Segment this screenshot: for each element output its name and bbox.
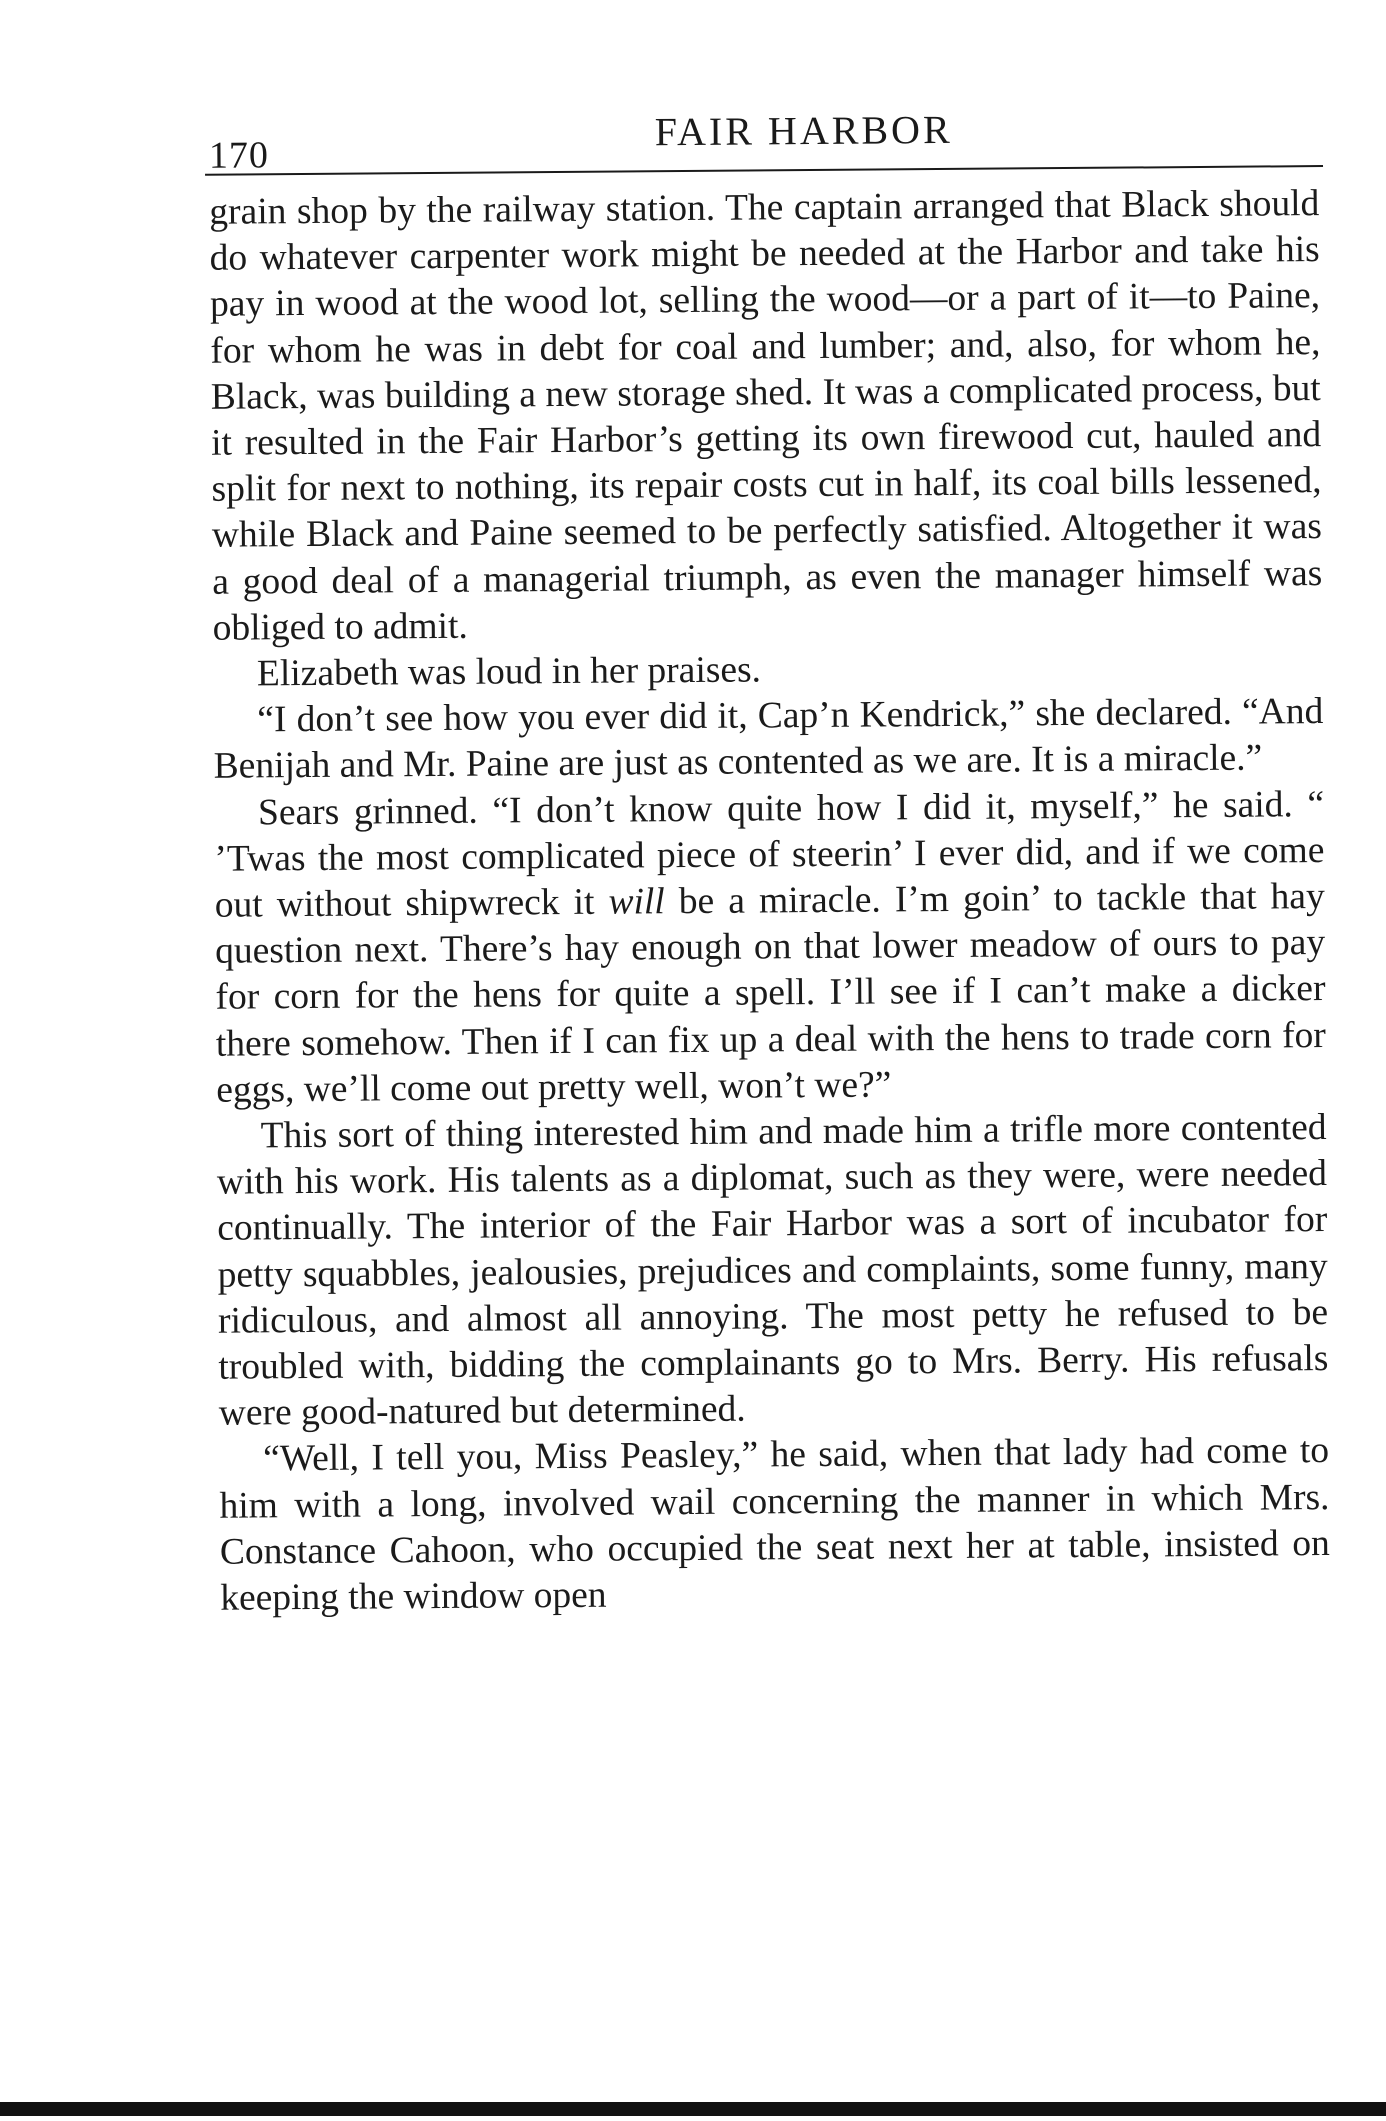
italic-text: will [608, 881, 665, 923]
text-segment: This sort of thing interested him and made him a trifle more contented with his work. His talents as a diplomat, such as they were, were needed continually. The interior of the Fair Harbor was a sort of incubator for petty squabbles, jealousies, prejudices and complaints, some funny, many ridiculous, and almost all annoying. The most petty he refused to be troubled with, bidding the complainants go to Mrs. Berry. His refusals were good-natured but determined. [216, 1107, 1329, 1435]
text-segment: Elizabeth was loud in her praises. [256, 649, 762, 695]
text-segment: Sears grinned. “I don’t know quite how I did it, myself,” he said. “ ’Twas the most complicated piece of steerin’ I ever did, and if we come out without shipwreck it [214, 783, 1325, 926]
page-number: 170 [208, 134, 270, 177]
text-segment: “Well, I tell you, Miss Peasley,” he said, when that lady had come to him with a long, involved wail concerning the manner in which Mrs. Constance Cahoon, who occupied the seat next her at table, insisted on keeping the window open [219, 1430, 1330, 1619]
text-segment: grain shop by the railway station. The captain arranged that Black should do whatever carpenter work might be needed at the Harbor and take his pay in wood at the wood lot, selling the wood—or a part of it—to Paine, for whom he was in debt for coal and lumber; and, also, for whom he, Black, was building a new storage shed. It was a complicated process, but it resulted in the Fair Harbor’s getting its own firewood cut, hauled and split for next to nothing, its repair costs cut in half, its coal bills lessened, while Black and Paine seemed to be perfectly satisfied. Altogether it was a good deal of a managerial triumph, as even the manager himself was obliged to admit. [209, 183, 1323, 649]
paragraph [219, 1429, 1330, 1623]
body-text [209, 181, 1330, 1622]
paragraph [209, 181, 1323, 652]
text-segment: be a miracle. I’m goin’ to tackle that hay question next. There’s hay enough on that lower meadow of ours to pay for corn for the hens for quite a spell. I’ll see if I can’t make a dicker there somehow. Then if I can fix up a deal with the hens to trade corn for eggs, we’ll come out pretty well, won’t we?” [214, 876, 1327, 1111]
paragraph [214, 782, 1327, 1114]
running-title: FAIR HARBOR [654, 106, 953, 155]
bottom-edge-bar [0, 2102, 1386, 2116]
text-segment: “I don’t see how you ever did it, Cap’n Kendrick,” she declared. “And Benijah and Mr. Paine are just as contented as we are. It is a miracle.” [213, 691, 1324, 788]
paragraph [213, 689, 1324, 790]
paragraph [216, 1105, 1329, 1437]
page-header [205, 103, 1323, 176]
